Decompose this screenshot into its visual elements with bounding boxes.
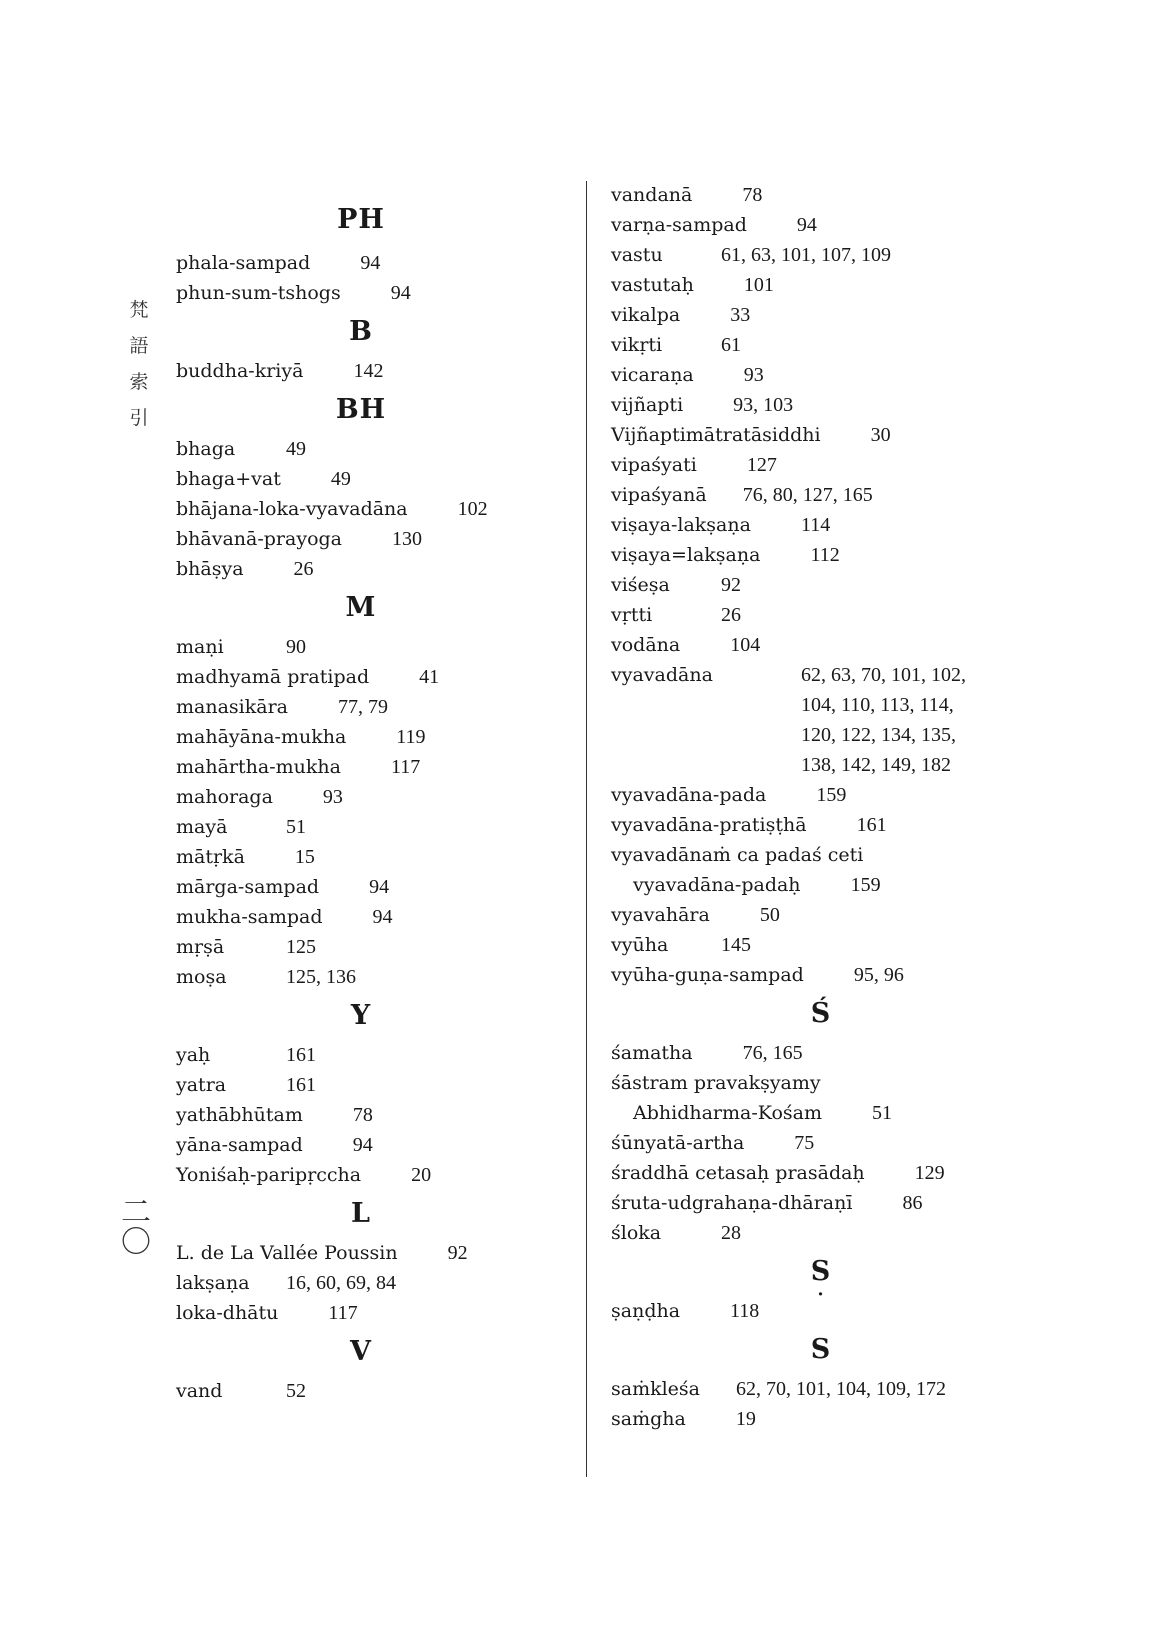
index-term: madhyamā pratipad	[176, 666, 370, 688]
index-entry	[176, 1160, 546, 1190]
index-page-refs-line: 138, 142, 149, 182	[801, 754, 951, 776]
index-term: śruta-udgrahaṇa-dhāraṇī	[611, 1192, 853, 1214]
index-term: mārga-sampad	[176, 876, 320, 898]
index-entry	[611, 1128, 1031, 1158]
index-page-refs: 33	[730, 304, 751, 326]
index-page-refs: 30	[870, 424, 891, 446]
index-page-refs: 129	[914, 1162, 945, 1184]
index-page-refs: 119	[396, 726, 426, 748]
index-entry	[176, 1298, 546, 1328]
index-term: vicaraṇa	[611, 364, 694, 386]
index-term: vastutaḥ	[611, 274, 694, 296]
index-entry	[611, 1404, 1031, 1434]
index-entry	[176, 554, 546, 584]
index-entry	[611, 330, 1031, 360]
index-page-refs: 130	[392, 528, 423, 550]
index-term: vipaśyati	[611, 454, 697, 476]
index-entry	[176, 356, 546, 386]
column-divider	[586, 181, 587, 1477]
index-entry	[176, 1130, 546, 1160]
index-term: vikalpa	[611, 304, 681, 326]
index-term: mahārtha-mukha	[176, 756, 341, 778]
index-entry	[176, 932, 546, 962]
index-page-refs: 142	[353, 360, 384, 382]
index-page-refs: 86	[902, 1192, 923, 1214]
index-page-refs-line: 62, 63, 70, 101, 102,	[801, 664, 966, 686]
index-page-refs: 118	[730, 1300, 760, 1322]
index-term: vyūha-guṇa-sampad	[611, 964, 804, 986]
index-term: vodāna	[611, 634, 681, 656]
section-heading: L	[351, 1198, 371, 1229]
index-entry	[176, 434, 546, 464]
index-entry	[611, 480, 1031, 510]
index-term: vyavadānaṁ ca padaś ceti	[611, 844, 864, 866]
index-entry	[611, 960, 1031, 990]
index-page-refs: 90	[286, 636, 306, 658]
index-term: bhājana-loka-vyavadāna	[176, 498, 408, 520]
index-term: lakṣaṇa	[176, 1272, 250, 1294]
index-page-refs: 78	[352, 1104, 373, 1126]
section-heading: S	[810, 1334, 832, 1365]
index-entry	[611, 450, 1031, 480]
index-term: vijñapti	[611, 394, 684, 416]
index-term: viṣaya=lakṣaṇa	[611, 544, 761, 566]
index-term: vipaśyanā	[611, 484, 707, 506]
index-entry	[611, 360, 1031, 390]
index-term: ṣaṇḍha	[611, 1300, 681, 1322]
index-page-refs: 125	[286, 936, 316, 958]
index-entry	[611, 240, 1031, 270]
index-term: śraddhā cetasaḥ prasādaḥ	[611, 1162, 865, 1184]
index-entry	[611, 870, 1031, 900]
index-term: phun-sum-tshogs	[176, 282, 341, 304]
index-entry	[176, 752, 546, 782]
index-page-refs: 49	[286, 438, 306, 460]
index-page-refs: 94	[390, 282, 411, 304]
index-entry	[611, 1188, 1031, 1218]
index-term: viśeṣa	[611, 574, 670, 596]
index-term: vikṛti	[611, 334, 663, 356]
index-entry	[611, 510, 1031, 540]
index-entry	[611, 1068, 1031, 1098]
left-column	[176, 180, 546, 1406]
index-page-refs: 78	[742, 184, 763, 206]
index-page-refs: 159	[850, 874, 881, 896]
index-page-refs: 161	[856, 814, 887, 836]
index-page-refs: 94	[360, 252, 381, 274]
index-entry	[176, 1238, 546, 1268]
index-entry	[176, 902, 546, 932]
index-page-refs: 93, 103	[733, 394, 794, 416]
section-heading: B	[349, 316, 373, 347]
index-page-refs: 92	[721, 574, 741, 596]
index-entry	[611, 1296, 1031, 1326]
index-entry	[611, 1158, 1031, 1188]
index-entry	[176, 692, 546, 722]
index-entry	[611, 600, 1031, 630]
index-entry	[176, 494, 546, 524]
index-entry	[611, 930, 1031, 960]
index-page-refs-line: 120, 122, 134, 135,	[801, 724, 956, 746]
index-page-refs: 112	[810, 544, 840, 566]
index-entry	[611, 570, 1031, 600]
index-page-refs: 93	[322, 786, 343, 808]
index-term: mātṛkā	[176, 846, 245, 868]
index-entry	[176, 1100, 546, 1130]
index-page-refs: 62, 70, 101, 104, 109, 172	[736, 1378, 947, 1400]
index-entry	[611, 270, 1031, 300]
index-term: yathābhūtam	[176, 1104, 303, 1126]
index-entry	[176, 1040, 546, 1070]
section-heading-letter: S	[810, 1256, 832, 1287]
page-number: 二〇	[121, 1195, 151, 1260]
index-page-refs: 114	[800, 514, 831, 536]
index-term: yatra	[176, 1074, 227, 1096]
index-entry	[611, 780, 1031, 810]
index-page-refs: 102	[457, 498, 488, 520]
index-page-refs: 26	[293, 558, 314, 580]
section-heading	[611, 1248, 1031, 1305]
index-term: L. de La Vallée Poussin	[176, 1242, 398, 1264]
index-page-refs: 41	[419, 666, 440, 688]
index-term: yaḥ	[176, 1044, 211, 1066]
index-term: vyūha	[611, 934, 669, 956]
index-term: vand	[176, 1380, 223, 1402]
index-entry	[611, 300, 1031, 330]
index-entry	[611, 540, 1031, 570]
index-entry	[176, 782, 546, 812]
index-term: vyavadāna-pratiṣṭhā	[611, 814, 807, 836]
index-term: mṛṣā	[176, 936, 225, 958]
index-page-refs: 20	[411, 1164, 432, 1186]
index-term: moṣa	[176, 966, 227, 988]
index-term: bhāṣya	[176, 558, 244, 580]
index-term: buddha-kriyā	[176, 360, 304, 382]
index-term: Yoniśaḥ-paripṛccha	[176, 1164, 362, 1186]
index-term: phala-sampad	[176, 252, 311, 274]
index-term: yāna-sampad	[176, 1134, 303, 1156]
section-heading: V	[350, 1336, 372, 1367]
index-term: vyavadāna-pada	[611, 784, 767, 806]
index-term: mayā	[176, 816, 228, 838]
index-term: bhāvanā-prayoga	[176, 528, 343, 550]
index-page-refs: 94	[372, 906, 393, 928]
index-page-refs: 52	[286, 1380, 306, 1402]
index-page-refs: 15	[294, 846, 315, 868]
section-heading: M	[345, 592, 377, 623]
index-entry	[176, 1070, 546, 1100]
index-page-refs: 51	[286, 816, 306, 838]
section-heading: PH	[337, 204, 385, 235]
index-entry	[611, 810, 1031, 840]
index-page-refs: 76, 165	[742, 1042, 803, 1064]
index-entry	[176, 1268, 546, 1298]
index-page-refs: 104	[730, 634, 761, 656]
index-term: saṁgha	[611, 1408, 686, 1430]
index-term: vyavadāna-padaḥ	[633, 874, 801, 896]
side-index-label: 梵 語 索 引	[129, 299, 149, 429]
index-entry	[611, 1038, 1031, 1068]
index-entry	[611, 210, 1031, 240]
index-term: vastu	[611, 244, 663, 266]
index-term: śūnyatā-artha	[611, 1132, 745, 1154]
index-entry	[611, 180, 1031, 210]
index-page-refs: 117	[328, 1302, 358, 1324]
index-page-refs: 95, 96	[853, 964, 904, 986]
index-term: bhaga	[176, 438, 236, 460]
index-page-refs: 94	[369, 876, 390, 898]
index-term: mahāyāna-mukha	[176, 726, 347, 748]
index-page-refs: 49	[330, 468, 351, 490]
index-term: śāstram pravakṣyamy	[611, 1072, 821, 1094]
index-term: śloka	[611, 1222, 662, 1244]
index-term: varṇa-sampad	[611, 214, 747, 236]
index-entry	[176, 524, 546, 554]
index-term: śamatha	[611, 1042, 693, 1064]
index-entry	[176, 722, 546, 752]
index-term: vṛtti	[611, 604, 653, 626]
index-page-refs: 19	[735, 1408, 756, 1430]
index-page-refs: 161	[286, 1074, 316, 1096]
index-entry	[176, 248, 546, 278]
index-entry	[611, 630, 1031, 660]
index-entry	[176, 962, 546, 992]
right-column	[611, 180, 1031, 1434]
section-heading: Y	[350, 1000, 372, 1031]
index-entry	[611, 1098, 1031, 1128]
index-entry	[611, 390, 1031, 420]
index-term: vyavadāna	[611, 664, 713, 686]
index-term: Abhidharma-Kośam	[633, 1102, 822, 1124]
index-entry	[611, 420, 1031, 450]
index-entry	[176, 464, 546, 494]
index-entry	[611, 840, 1031, 870]
index-term: Vijñaptimātratāsiddhi	[611, 424, 821, 446]
index-entry	[176, 812, 546, 842]
index-page-refs: 28	[721, 1222, 741, 1244]
index-page-refs: 76, 80, 127, 165	[742, 484, 873, 506]
index-term: manasikāra	[176, 696, 288, 718]
index-term: vyavahāra	[611, 904, 710, 926]
index-page-refs: 61, 63, 101, 107, 109	[721, 244, 891, 266]
index-page-refs: 26	[721, 604, 741, 626]
index-entry	[176, 872, 546, 902]
index-page-refs: 50	[759, 904, 780, 926]
index-term: maṇi	[176, 636, 224, 658]
index-page-refs: 94	[352, 1134, 373, 1156]
index-entry	[611, 900, 1031, 930]
section-heading: Ś	[810, 998, 832, 1029]
index-page-refs	[801, 660, 966, 780]
section-heading: BH	[335, 394, 387, 425]
index-page-refs: 16, 60, 69, 84	[286, 1272, 396, 1294]
index-page-refs: 77, 79	[338, 696, 388, 718]
index-term: vandanā	[611, 184, 693, 206]
index-page-refs: 117	[390, 756, 421, 778]
index-term: saṁkleśa	[611, 1378, 701, 1400]
index-entry	[611, 1218, 1031, 1248]
index-entry	[611, 660, 1031, 780]
index-page-refs: 51	[872, 1102, 892, 1124]
index-term: loka-dhātu	[176, 1302, 279, 1324]
index-page-refs: 93	[743, 364, 764, 386]
index-term: bhaga+vat	[176, 468, 281, 490]
index-page-refs: 145	[721, 934, 751, 956]
index-entry	[611, 1374, 1031, 1404]
index-page-refs-line: 104, 110, 113, 114,	[801, 694, 954, 716]
index-page-refs: 75	[794, 1132, 815, 1154]
index-page-refs: 127	[746, 454, 777, 476]
index-term: viṣaya-lakṣaṇa	[611, 514, 751, 536]
index-page-refs: 159	[816, 784, 847, 806]
index-page-refs: 101	[743, 274, 774, 296]
index-entry	[176, 1376, 546, 1406]
index-entry	[176, 662, 546, 692]
index-term: mukha-sampad	[176, 906, 323, 928]
index-entry	[176, 842, 546, 872]
index-page-refs: 161	[286, 1044, 316, 1066]
index-page-refs: 125, 136	[286, 966, 356, 988]
index-term: mahoraga	[176, 786, 273, 808]
index-entry	[176, 278, 546, 308]
index-page-refs: 94	[796, 214, 817, 236]
section-heading-diacritic: ·	[817, 1284, 825, 1305]
index-page-refs: 92	[447, 1242, 468, 1264]
index-page-refs: 61	[721, 334, 741, 356]
index-entry	[176, 632, 546, 662]
